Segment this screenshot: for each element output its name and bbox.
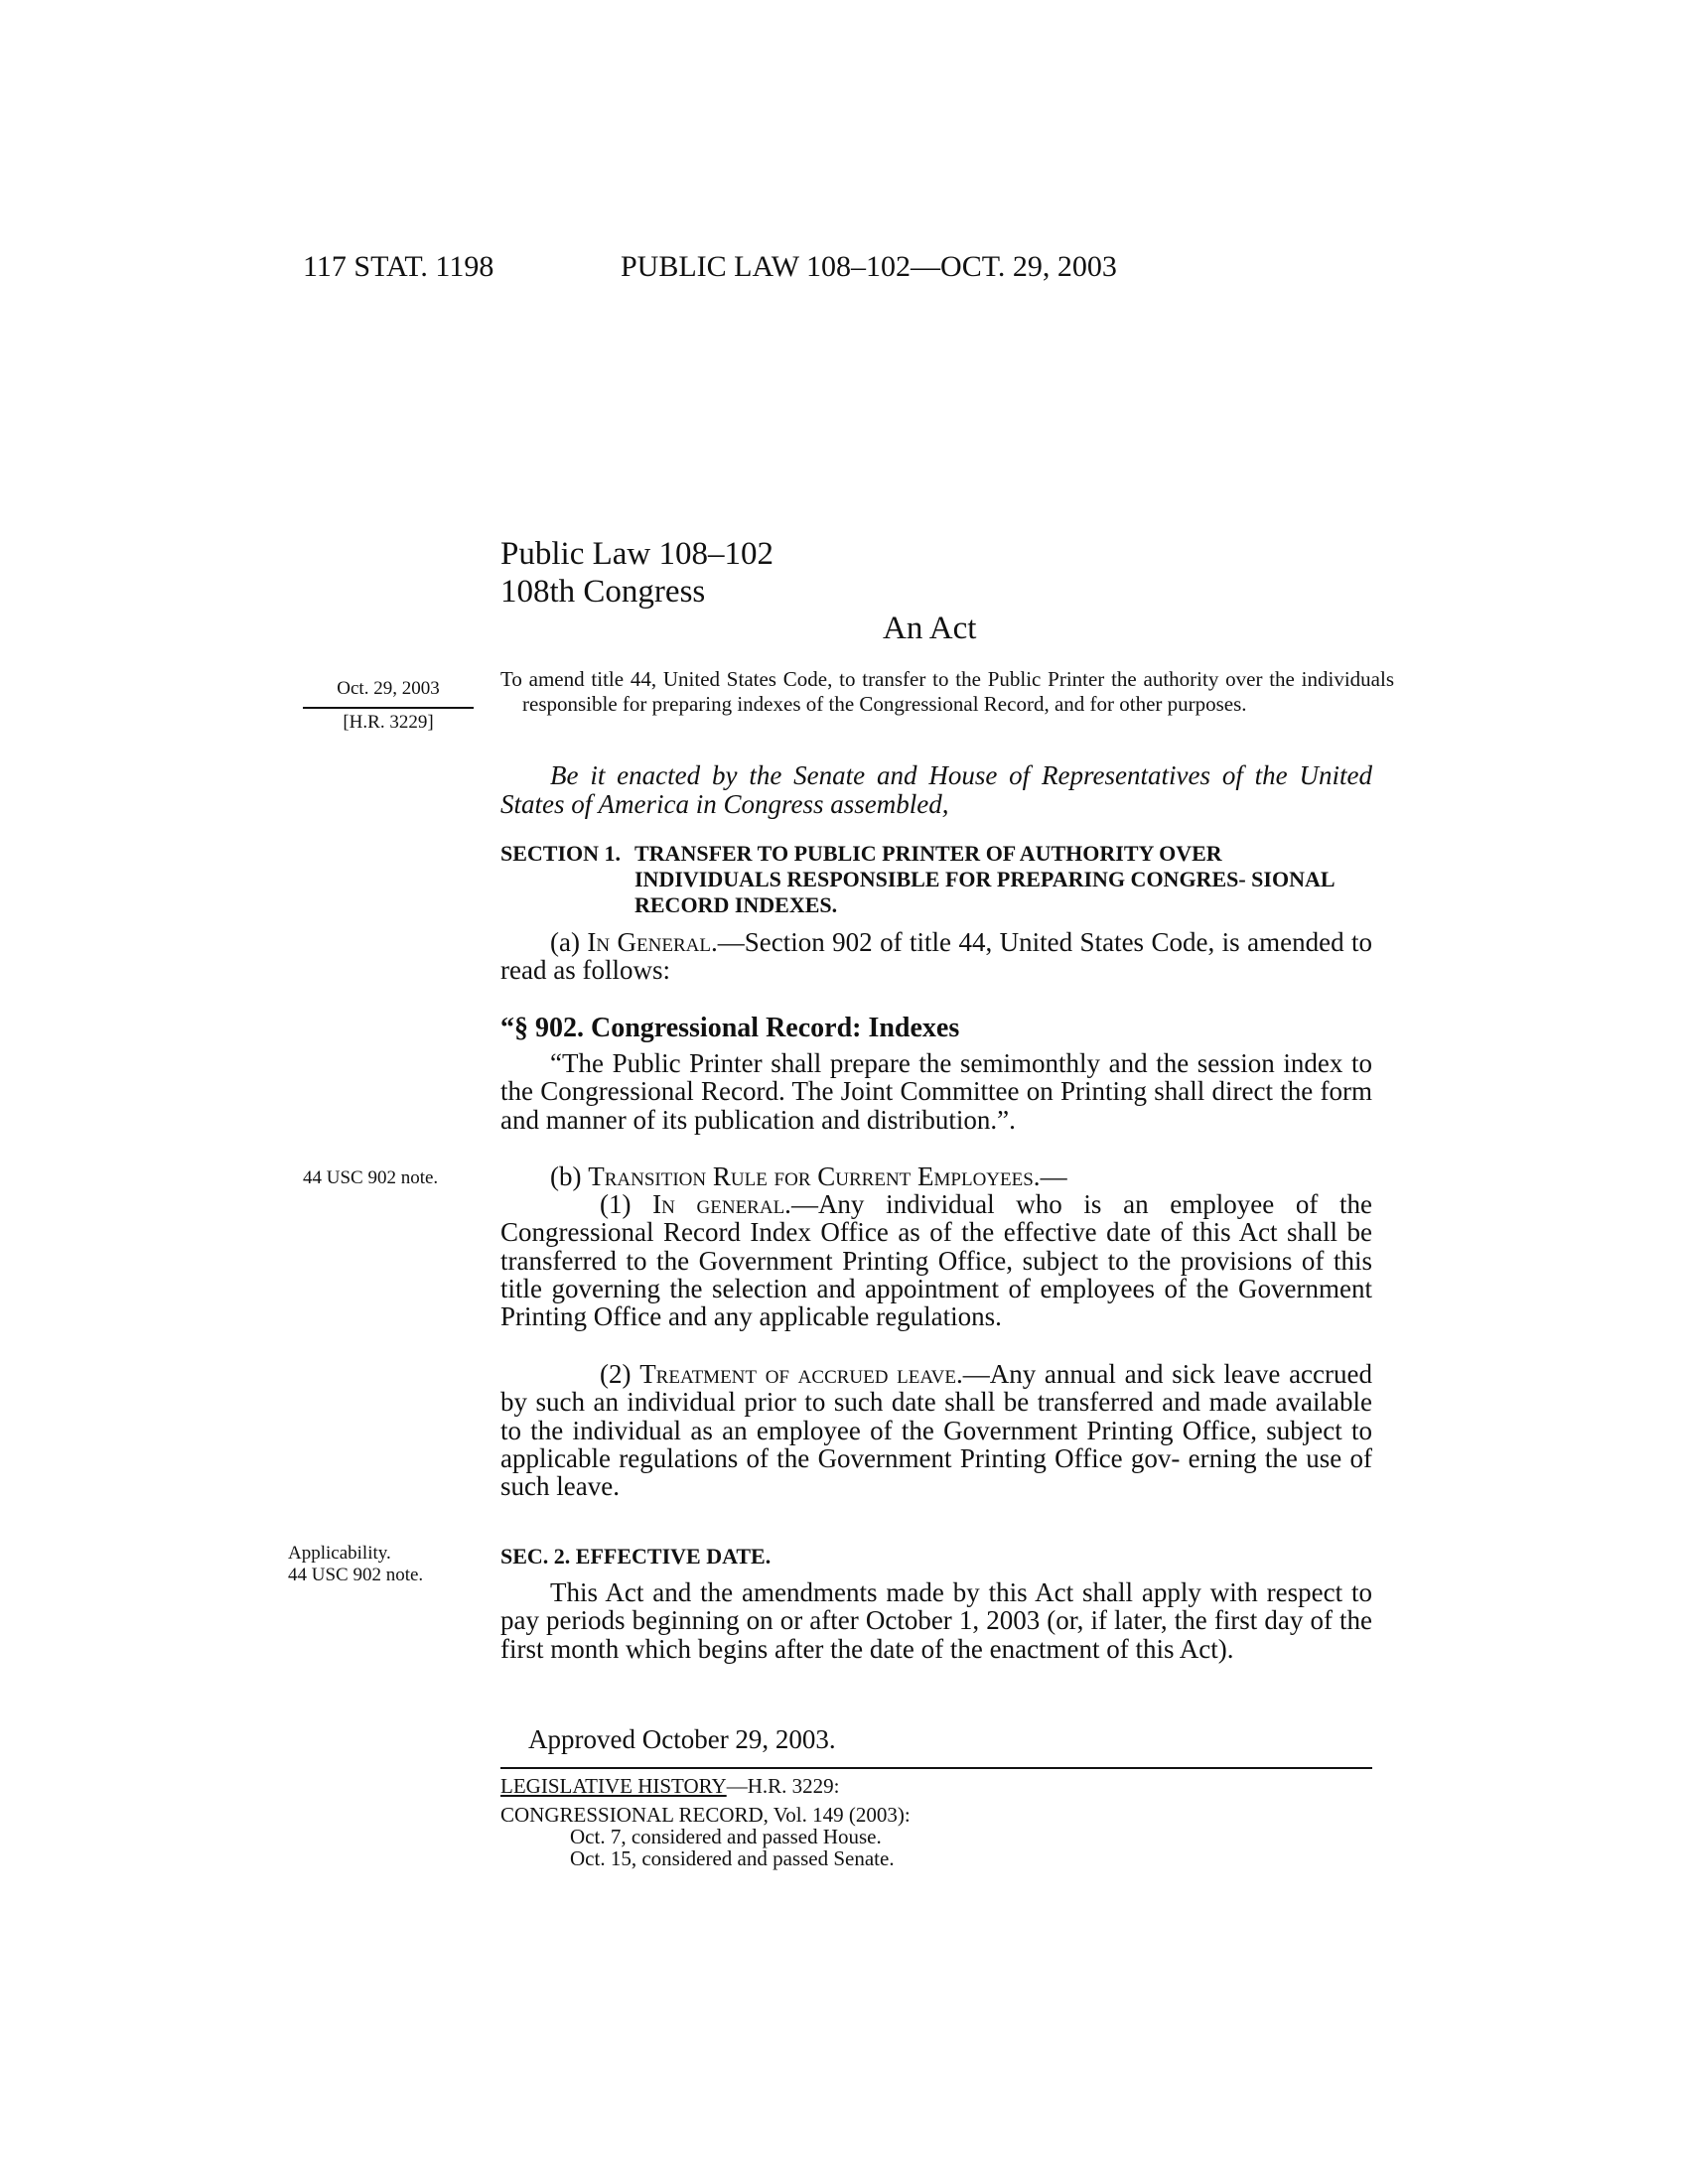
an-act-heading: An Act <box>883 611 977 646</box>
section-1-heading <box>500 841 1372 918</box>
paragraph-2-label: (2) <box>600 1359 640 1389</box>
history-entry: Oct. 15, considered and passed Senate. <box>570 1846 895 1870</box>
subsection-a <box>500 928 1372 985</box>
purpose-clause: To amend title 44, United States Code, to transfer to the Public Printer the authority over the individuals responsible for preparing indexes of the Congressional Record, and for other purposes. <box>500 667 1394 716</box>
bill-number-note: [H.R. 3229] <box>343 712 434 733</box>
congress-title: 108th Congress <box>500 574 706 610</box>
subsection-b <box>550 1162 1372 1190</box>
section-2-text: This Act and the amendments made by this Act shall apply with respect to pay periods beginning on or after October 1, 2003 (or, if later, the first day of the first month which begins after the date of the enactment of this Act). <box>500 1577 1372 1664</box>
paragraph-2-text: —Any annual and sick leave accrued by such an individual prior to such date shall be transferred and made available to the individual as an employee of the Government Printing Office, subject to applicable regulations of the Government Printing Office gov- erning the use of such leave. <box>500 1359 1372 1502</box>
section-2-heading: SEC. 2. EFFECTIVE DATE. <box>500 1544 772 1569</box>
legislative-history-divider <box>500 1767 1372 1769</box>
subsection-a-label: (a) <box>550 927 588 957</box>
subsection-a-heading: In General. <box>587 927 718 957</box>
side-note-divider <box>303 707 474 709</box>
paragraph-1 <box>500 1190 1372 1330</box>
subsection-a-text: —Section 902 of title 44, United States Code, is amended to read as follows: <box>500 927 1373 986</box>
subsection-b-dash: — <box>1040 1161 1067 1191</box>
paragraph-1-label: (1) <box>600 1189 653 1219</box>
paragraph-1-text: —Any individual who is an employee of the Congressional Record Index Office as of the effective date of this Act shall be transferred to the Government Printing Office, subject to the provisions of this title governing the selection and appointment of employees of the Government Printing Office and any applicable regulations. <box>500 1189 1372 1332</box>
subsection-b-label: (b) <box>550 1161 589 1191</box>
section-1-label: SECTION 1. <box>500 841 622 866</box>
paragraph-2 <box>500 1360 1372 1500</box>
page-stat-citation: 117 STAT. 1198 <box>303 250 494 283</box>
congressional-record-line: CONGRESSIONAL RECORD, Vol. 149 (2003): <box>500 1803 911 1827</box>
section-1-title: TRANSFER TO PUBLIC PRINTER OF AUTHORITY OVER INDIVIDUALS RESPONSIBLE FOR PREPARING CONGRES- SIONAL RECORD INDEXES. <box>634 841 1335 917</box>
approval-line: Approved October 29, 2003. <box>528 1724 836 1754</box>
subsection-b-heading: Transition Rule for Current Employees. <box>588 1161 1041 1191</box>
law-title: Public Law 108–102 <box>500 536 774 572</box>
applicability-label: Applicability. <box>288 1543 391 1564</box>
enacting-clause: Be it enacted by the Senate and House of Representatives of the United States of America in Congress assembled, <box>500 760 1372 819</box>
legislative-history-heading <box>500 1775 839 1797</box>
paragraph-2-heading: Treatment of accrued leave. <box>639 1359 963 1389</box>
running-header: PUBLIC LAW 108–102—OCT. 29, 2003 <box>621 250 1117 283</box>
quoted-section-text: “The Public Printer shall prepare the semimonthly and the session index to the Congressional Record. The Joint Committee on Printing shall direct the form and manner of its publication and distribution.”. <box>500 1048 1372 1135</box>
legislative-history-bill: —H.R. 3229: <box>726 1774 840 1798</box>
quoted-section-heading: “§ 902. Congressional Record: Indexes <box>500 1013 960 1043</box>
applicability-usc-note: 44 USC 902 note. <box>288 1565 424 1585</box>
usc-side-note: 44 USC 902 note. <box>303 1167 439 1188</box>
enactment-date-note: Oct. 29, 2003 <box>337 678 440 699</box>
paragraph-1-heading: In general. <box>652 1189 791 1219</box>
applicability-side-note <box>288 1543 423 1586</box>
legislative-history-title: LEGISLATIVE HISTORY <box>500 1774 727 1798</box>
history-entry: Oct. 7, considered and passed House. <box>570 1825 882 1848</box>
